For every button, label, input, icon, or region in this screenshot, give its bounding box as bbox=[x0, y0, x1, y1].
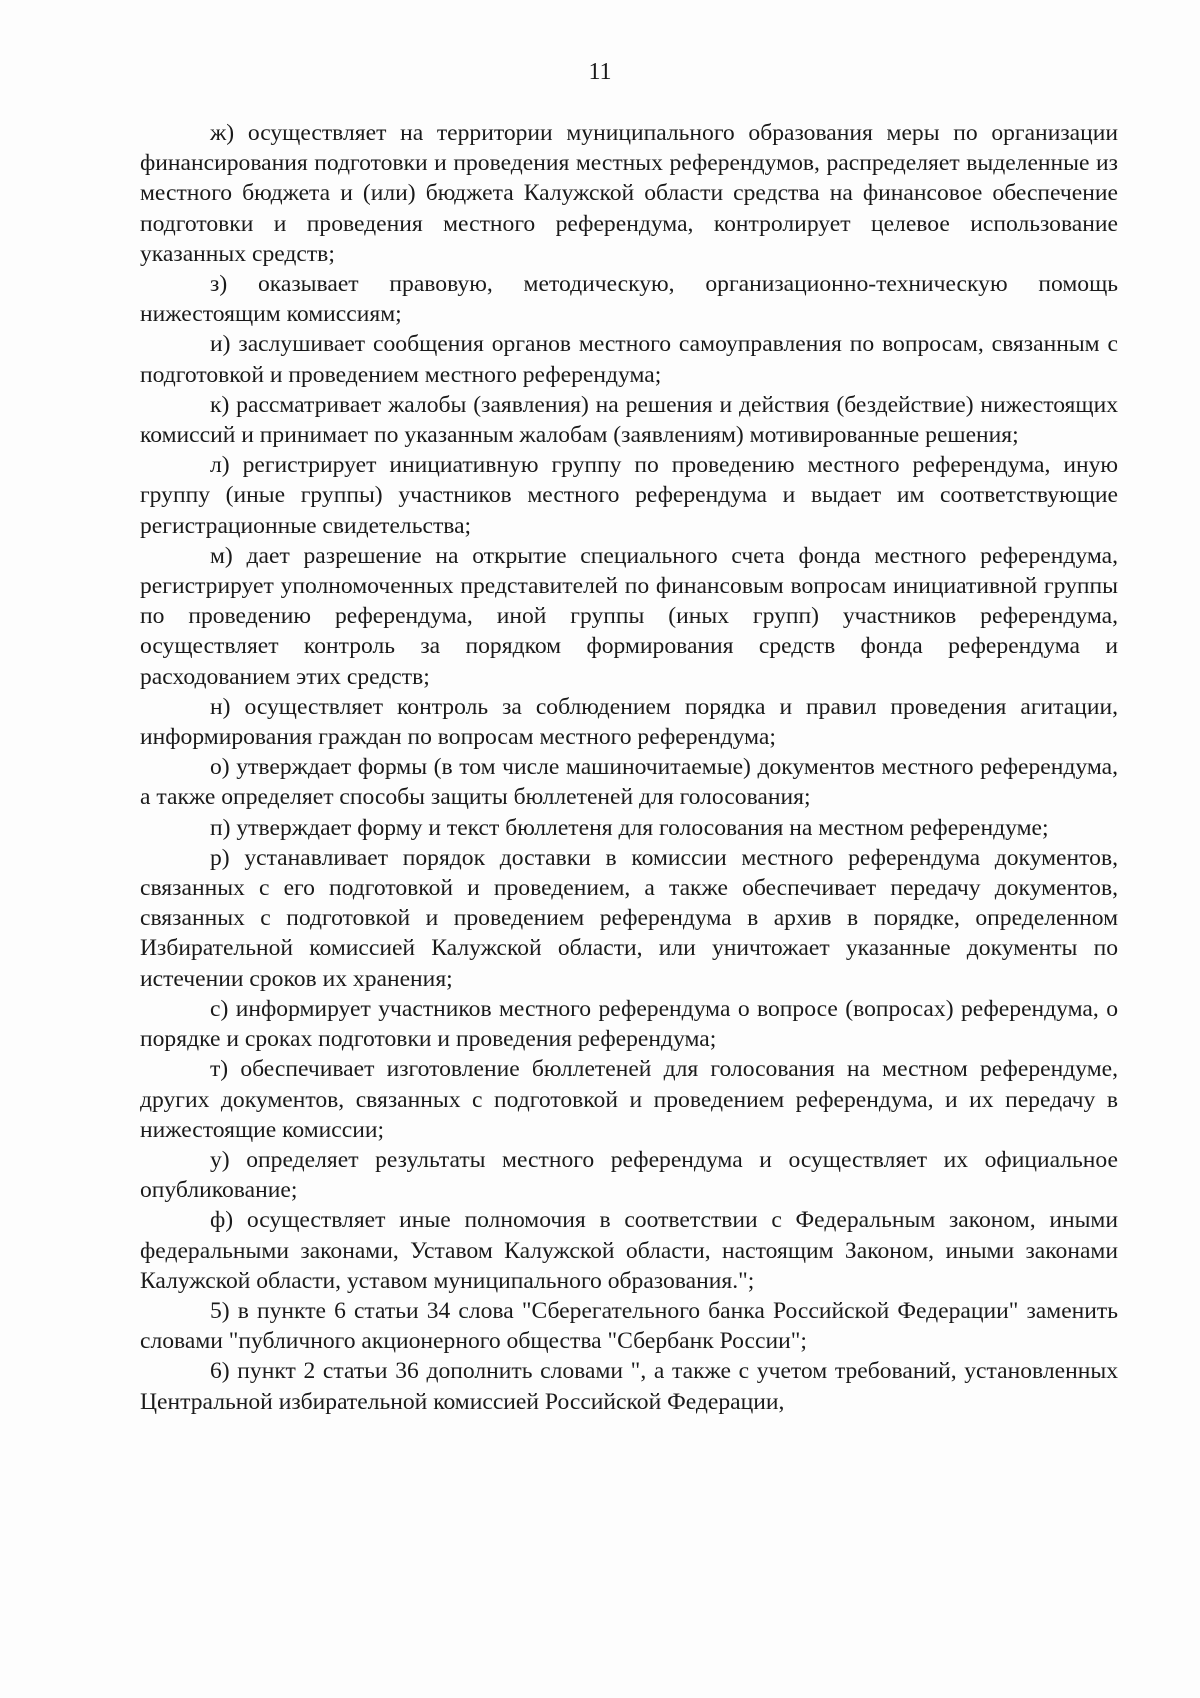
paragraph-m: м) дает разрешение на открытие специального счета фонда местного референдума, регистрирует уполномоченных представителей по финансовым вопросам инициативной группы по проведению референдума, иной группы (иных групп) участников референдума, осуществляет контроль за порядком формирования средств фонда референдума и расходованием этих средств; bbox=[140, 542, 1118, 690]
paragraph-item-6: 6) пункт 2 статьи 36 дополнить словами ", а также с учетом требований, установленных Центральной избирательной комиссией Российской Федерации, bbox=[140, 1358, 1118, 1415]
paragraph-r: р) устанавливает порядок доставки в комиссии местного референдума документов, связанных с его подготовкой и проведением, а также обеспечивает передачу документов, связанных с подготовкой и проведением референдума в архив в порядке, определенном Избирательной комиссией Калужской области, или уничтожает указанные документы по истечении сроков их хранения; bbox=[140, 844, 1118, 992]
paragraph-k: к) рассматривает жалобы (заявления) на решения и действия (бездействие) нижестоящих комиссий и принимает по указанным жалобам (заявлениям) мотивированные решения; bbox=[140, 391, 1118, 449]
paragraph-item-5: 5) в пункте 6 статьи 34 слова "Сберегательного банка Российской Федерации" заменить словами "публичного акционерного общества "Сбербанк России"; bbox=[140, 1297, 1118, 1355]
page-number: 11 bbox=[588, 59, 612, 85]
paragraph-f: ф) осуществляет иные полномочия в соответствии с Федеральным законом, иными федеральными законами, Уставом Калужской области, настоящим Законом, иными законами Калужской области, уставом муниципального образования."; bbox=[140, 1207, 1118, 1294]
paragraph-zh: ж) осуществляет на территории муниципального образования меры по организации финансирования подготовки и проведения местных референдумов, распределяет выделенные из местного бюджета и (или) бюджета Калужской области средства на финансовое обеспечение подготовки и проведения местного референдума, контролирует целевое использование указанных средств; bbox=[140, 120, 1118, 267]
paragraph-l: л) регистрирует инициативную группу по проведению местного референдума, иную группу (иные группы) участников местного референдума и выдает им соответствующие регистрационные свидетельства; bbox=[140, 452, 1118, 539]
paragraph-s: с) информирует участников местного референдума о вопросе (вопросах) референдума, о порядке и сроках подготовки и проведения референдума; bbox=[140, 995, 1118, 1053]
paragraph-u: у) определяет результаты местного референдума и осуществляет их официальное опубликование; bbox=[140, 1146, 1118, 1204]
paragraph-t: т) обеспечивает изготовление бюллетеней для голосования на местном референдуме, других документов, связанных с подготовкой и проведением референдума, и их передачу в нижестоящие комиссии; bbox=[140, 1056, 1118, 1143]
document-body bbox=[140, 118, 1118, 1417]
paragraph-i: и) заслушивает сообщения органов местного самоуправления по вопросам, связанным с подготовкой и проведением местного референдума; bbox=[140, 331, 1118, 388]
paragraph-p: п) утверждает форму и текст бюллетеня для голосования на местном референдуме; bbox=[210, 814, 1049, 841]
paragraph-z: з) оказывает правовую, методическую, организационно-техническую помощь нижестоящим комиссиям; bbox=[140, 271, 1118, 328]
paragraph-n: н) осуществляет контроль за соблюдением порядка и правил проведения агитации, информирования граждан по вопросам местного референдума; bbox=[140, 693, 1118, 751]
paragraph-o: о) утверждает формы (в том числе машиночитаемые) документов местного референдума, а также определяет способы защиты бюллетеней для голосования; bbox=[140, 754, 1118, 811]
